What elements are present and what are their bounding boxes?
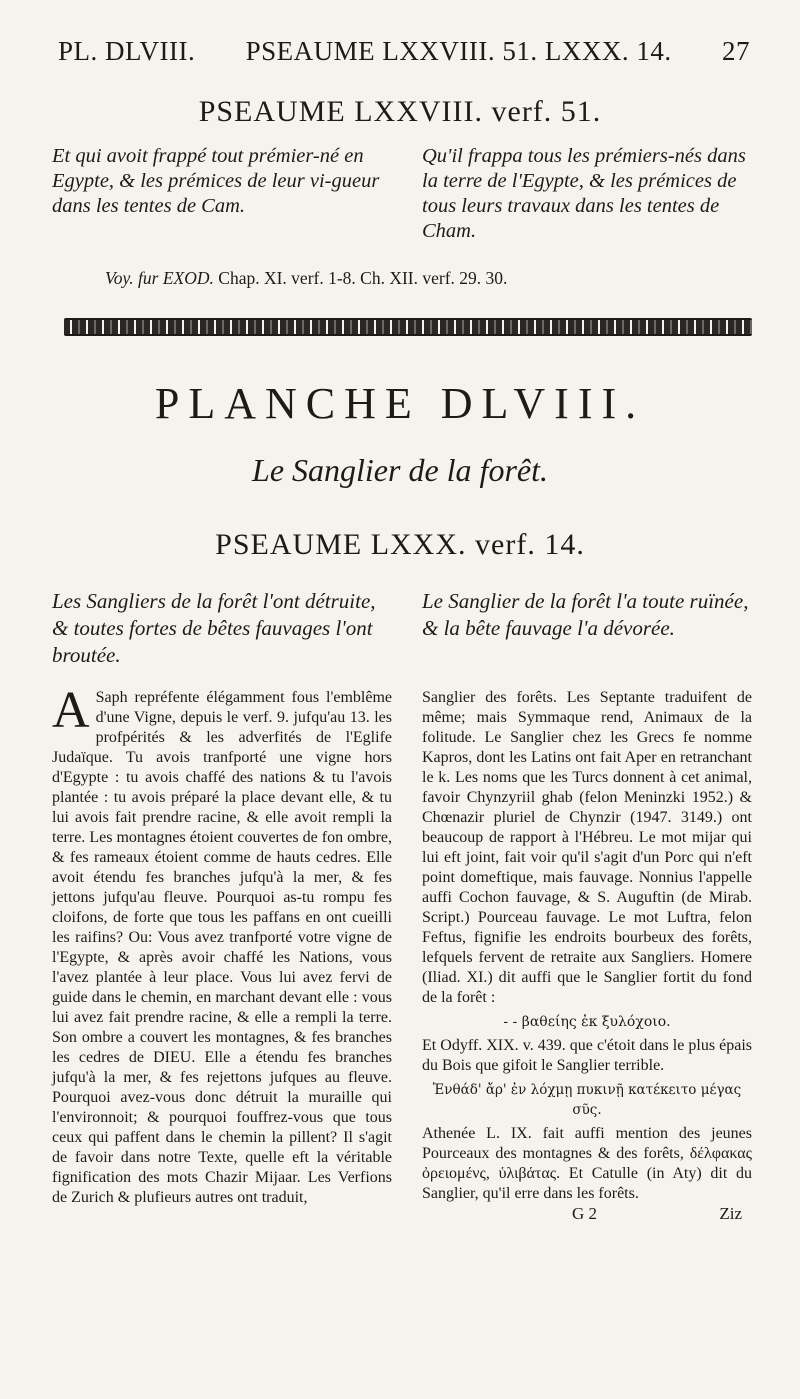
psalm-80-verse-left: Les Sangliers de la forêt l'ont détruite, & toutes fortes de bêtes fauvages l'ont broutée. [52,589,376,667]
commentary-right-text-2: Et Odyff. XIX. v. 439. que c'étoit dans le plus épais du Bois que gifoit le Sanglier terrible. [422,1037,752,1074]
psalm-80-verse-right: Le Sanglier de la forêt l'a toute ruïnée, & la bête fauvage l'a dévorée. [422,589,749,640]
psalm-78-heading: PSEAUME LXXVIII. verf. 51. [198,95,602,128]
catchword: Ziz [719,1204,742,1223]
ornamental-rule [64,318,752,336]
plate-number: PL. DLVIII. [58,36,196,66]
cross-reference-text: Chap. XI. verf. 1-8. Ch. XII. verf. 29. 30. [218,268,508,288]
greek-quotation-1: - - βαθείης ἐκ ξυλόχοιο. [503,1014,671,1030]
cross-reference [105,268,507,289]
plate-title: PLANCHE DLVIII. [154,379,646,428]
psalm-78-verses [52,144,752,244]
running-title: PSEAUME LXXVIII. 51. LXXX. 14. [245,36,672,66]
commentary-left-text: Saph repréfente élégamment fous l'emblême d'une Vigne, depuis le verf. 9. jufqu'au 13. les profpérités & les adverfités de l'Eglife Judaïque. Tu avois tranfporté une vigne hors d'Egypte : tu avois chaffé des nations & tu l'avois plantée : tu avois préparé la place devant elle, & tu lui avois fait prendre racine, & elle avoit rempli la terre. Les montagnes étoient couvertes de fon ombre, & fes rameaux étoient comme de hauts cedres. Elle avoit étendu fes branches jufqu'à la mer, & fes jettons jufqu'au fleuve. Pourquoi as-tu rompu fes cloifons, de forte que tous les paffans en ont cueilli les raifins? Ou: Vous avez tranfporté votre vigne de l'Egypte, & après avoir chaffé les Nations, vous l'avez plantée à leur place. Vous lui avez fervi de guide dans le chemin, en marchant devant elle : vous lui avez fait prendre racine, & elle a rempli la terre. Son ombre a couvert les montagnes, & fes branches les cedres de DIEU. Elle a étendu fes branches jufqu'à la mer, & fes rejettons jufques au fleuve. Pourquoi avez-vous donc détruit la muraille qui l'environnoit; & pourquoi fouffrez-vous que tous ceux qui paffent dans le chemin la pillent? Il s'agit de favoir dans notre Texte, quelle eft la véritable fignification des mots Chazir Mijaar. Les Verfions de Zurich & plufieurs autres ont traduit, [52,689,392,1206]
cross-reference-prefix: Voy. fur EXOD. [105,268,214,288]
commentary-right-column [422,688,752,1224]
psalm-78-verse-left: Et qui avoit frappé tout prémier-né en Egypte, & les prémices de leur vi-gueur dans les tentes de Cam. [52,145,380,217]
commentary-left-column [52,682,392,1224]
commentary [52,682,752,1224]
psalm-80-verses [52,588,752,669]
commentary-right-text-1: Sanglier des forêts. Les Septante traduifent de même; mais Symmaque rend, Animaux de la folitude. Le Sanglier chez les Grecs fe nomme Kapros, dont les Latins ont fait Aper en retranchant le k. Les noms que les Turcs donnent à cet animal, favoir Chynzyriil ghab (felon Meninzki 1952.) & Chœnazir pluriel de Chynzir (1947. 3149.) ont beaucoup de rapport à l'Hébreu. Le mot mijar qui lui eft joint, fait voir qu'il s'agit d'un Porc qui n'eft point domeftique, mais fauvage. Nonnius l'appelle auffi Cochon fauvage, & S. Auguftin (de Mirab. Script.) Pourceau fauvage. Le mot Luftra, felon Feftus, fignifie les endroits bourbeux des forêts, lefquels fervent de retraite aux Sangliers. Homere (Iliad. XI.) dit auffi que le Sanglier fortit du fond de la forêt : [422,689,752,1006]
signature-mark: G 2 [572,1204,598,1223]
psalm-78-verse-right: Qu'il frappa tous les prémiers-nés dans la terre de l'Egypte, & les prémices de tous leurs travaux dans les tentes de Cham. [422,145,746,242]
commentary-right-text-3: Athenée L. IX. fait auffi mention des jeunes Pourceaux des montagnes & des forêts, δέλφακας ὀρειομένς, ὑλιβάτας. Et Catulle (in Aty) dit du Sanglier, qu'il erre dans les forêts. [422,1125,752,1202]
page-number: 27 [721,36,750,66]
psalm-80-heading: PSEAUME LXXX. verf. 14. [215,528,585,561]
plate-subtitle: Le Sanglier de la forêt. [252,452,548,488]
drop-cap: A [52,682,90,739]
greek-quotation-2: Ἐνθάδ' ἄρ' ἐν λόχμῃ πυκινῇ κατέκειτο μέγας σῦς. [432,1082,742,1118]
running-head [58,36,750,67]
page-footer [422,1204,752,1224]
